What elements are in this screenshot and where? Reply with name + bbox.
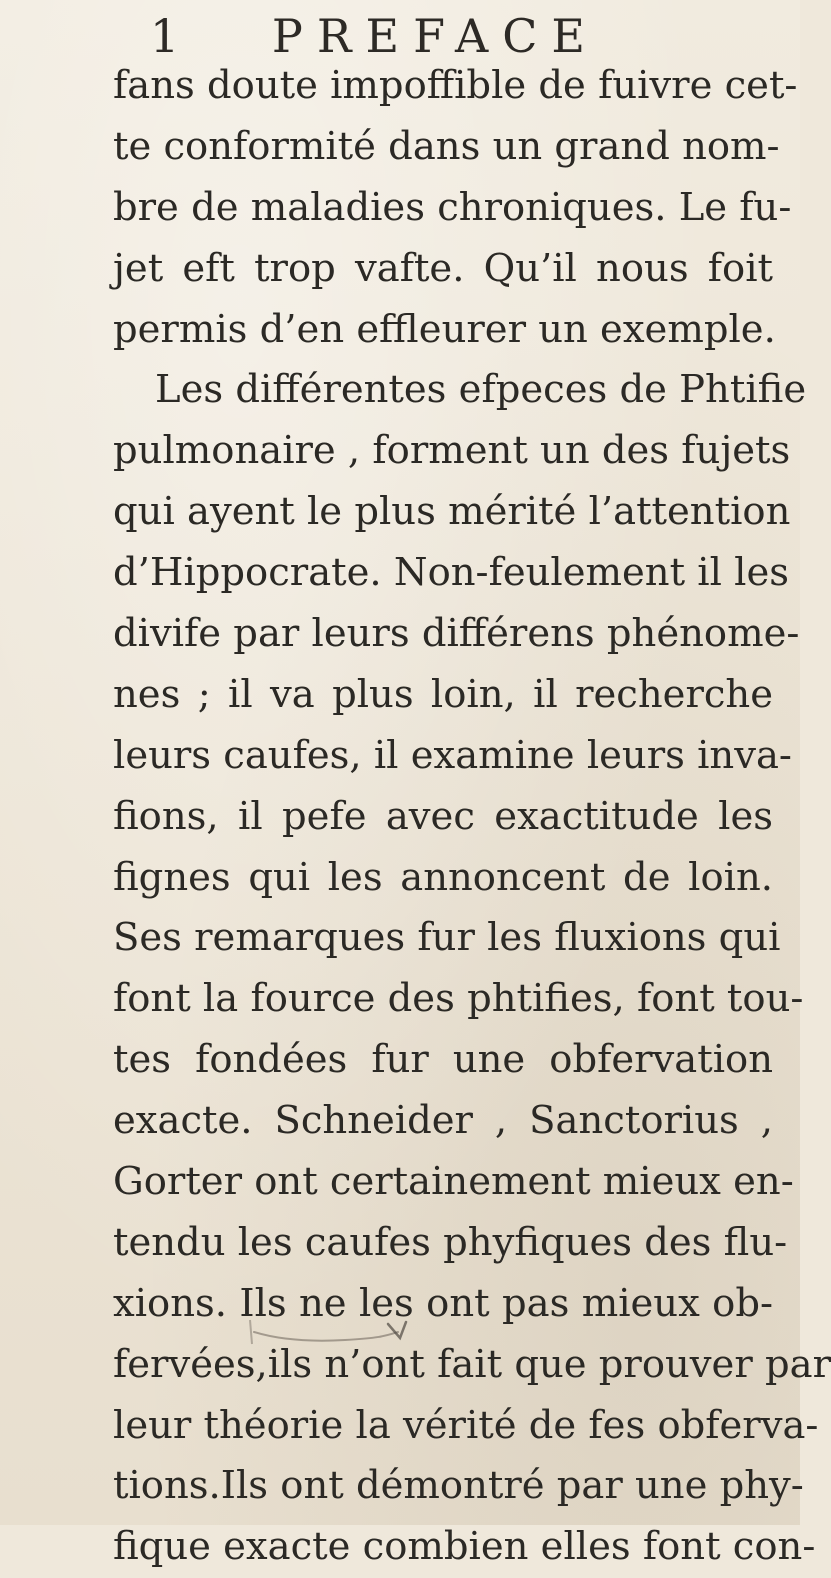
text-line: te conformité dans un grand nom- <box>113 123 780 169</box>
text-line: exacte. Schneider , Sanctorius , <box>113 1098 773 1144</box>
text-line: divife par leurs différens phénome- <box>113 611 800 657</box>
text-line: tes fondées fur une obfervation <box>113 1037 773 1083</box>
body-text <box>113 56 831 1578</box>
text-line: qui ayent le plus mérité l’attention <box>113 489 791 535</box>
text-line: fique exacte combien elles font con- <box>113 1524 816 1570</box>
text-line: permis d’en effleurer un exemple. <box>113 306 776 352</box>
text-line: fans doute impoffible de fuivre cet- <box>113 63 798 108</box>
running-title: PREFACE <box>271 9 599 63</box>
text-line: Gorter ont certainement mieux en- <box>113 1159 794 1205</box>
text-line: tions.Ils ont démontré par une phy- <box>113 1463 804 1509</box>
text-line: fervées,ils n’ont fait que prouver par <box>113 1341 831 1387</box>
text-line: xions. Ils ne les ont pas mieux ob- <box>113 1280 773 1326</box>
text-line: nes ; il va plus loin, il recherche <box>113 671 773 717</box>
text-line: fignes qui les annoncent de loin. <box>113 854 773 900</box>
text-line: jet eft trop vafte. Qu’il nous foit <box>113 245 773 291</box>
text-line: bre de maladies chroniques. Le fu- <box>113 184 792 230</box>
page-number: 1 <box>150 9 180 63</box>
text-line: fions, il pefe avec exactitude les <box>113 793 773 839</box>
text-line: d’Hippocrate. Non-feulement il les <box>113 550 790 596</box>
ink-smudge <box>250 1318 410 1354</box>
text-line: Les différentes efpeces de Phtifie <box>155 367 807 413</box>
text-line: Ses remarques fur les fluxions qui <box>113 915 781 961</box>
text-line: font la fource des phtifies, font tou- <box>113 976 804 1022</box>
text-line: leur théorie la vérité de fes obferva- <box>113 1402 819 1448</box>
text-line: pulmonaire , forment un des fujets <box>113 428 791 474</box>
text-line: tendu les caufes phyfiques des flu- <box>113 1219 788 1265</box>
text-line: leurs caufes, il examine leurs inva- <box>113 732 792 778</box>
